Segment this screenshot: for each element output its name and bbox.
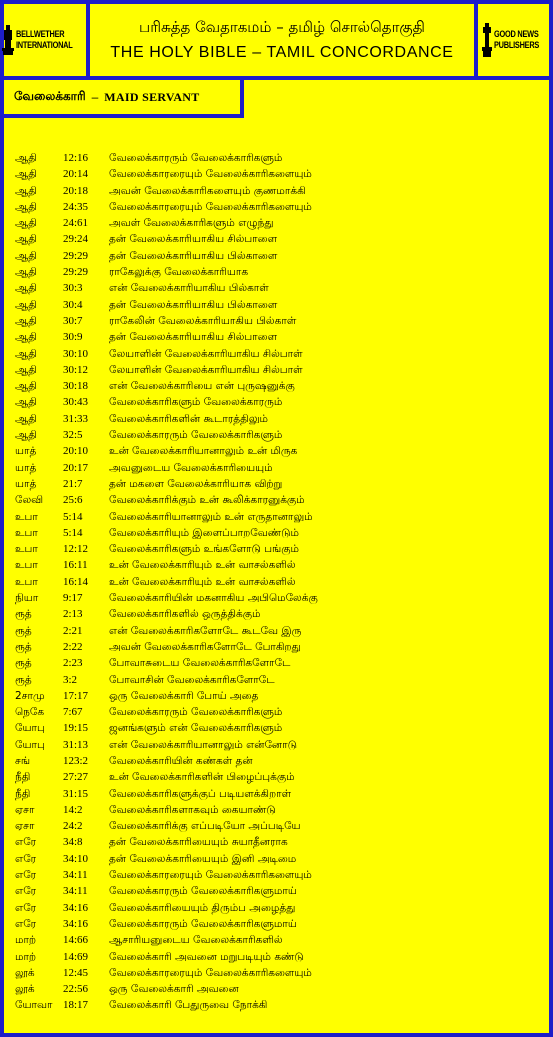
list-item [15, 378, 540, 394]
entry-reference: 14:2 [63, 803, 83, 816]
list-item [15, 704, 540, 720]
entry-text: அவனுடைய வேலைக்காரியையும் [109, 461, 273, 474]
entry-book: ஆதி [15, 200, 37, 213]
entry-text: வேலைக்காரரும் வேலைக்காரிகளும் [109, 152, 283, 164]
entry-reference: 14:66 [63, 934, 89, 947]
entry-reference: 34:16 [63, 917, 89, 930]
entry-reference: 24:35 [63, 200, 89, 213]
list-item [15, 541, 540, 557]
entry-text: ஜனங்களும் என் வேலைக்காரிகளும் [109, 722, 283, 735]
entry-text: வேலைக்காரரையும் வேலைக்காரிகளையும் [109, 168, 312, 181]
entry-reference: 24:2 [63, 820, 83, 833]
entry-reference: 31:15 [63, 787, 89, 800]
entry-reference: 2:22 [63, 640, 83, 653]
entry-reference: 2:13 [63, 608, 83, 621]
entry-reference: 30:18 [63, 380, 89, 393]
entry-text: வேலைக்காரிகளும் உங்களோடு பங்கும் [109, 543, 299, 556]
entry-reference: 30:3 [63, 282, 83, 295]
logo-line-2: PUBLISHERS [493, 40, 540, 50]
entry-text: வேலைக்காரிகளும் வேலைக்காரரும் [109, 396, 283, 409]
entry-book: ரூத் [15, 657, 32, 670]
entry-book: நீதி [15, 771, 31, 784]
entry-book: எரே [15, 885, 37, 898]
entry-reference: 12:16 [63, 152, 89, 164]
list-item [15, 949, 540, 965]
entry-book: ஆதி [15, 314, 37, 327]
entry-reference: 14:69 [63, 950, 89, 963]
entry-text: உன் வேலைக்காரிகளின் பிழைப்புக்கும் [109, 771, 295, 784]
entry-text: வேலைக்காரிக்கு எப்படியோ அப்படியே [109, 820, 301, 833]
list-item [15, 655, 540, 671]
entry-book: ரூத் [15, 673, 32, 686]
entry-reference: 34:16 [63, 901, 89, 914]
header [0, 0, 553, 80]
entry-text: அவன் வேலைக்காரிகளோடே போகிறது [109, 640, 301, 653]
list-item [15, 150, 540, 166]
entry-book: யாத் [15, 461, 37, 474]
entry-reference: 12:12 [63, 543, 89, 556]
entry-reference: 9:17 [63, 592, 83, 605]
entry-reference: 30:10 [63, 347, 89, 360]
entry-reference: 20:17 [63, 461, 89, 474]
entry-text: வேலைக்காரிகளுக்குப் படியளக்கிறாள் [109, 787, 292, 800]
entry-book: உபா [15, 526, 38, 539]
entry-reference: 16:14 [63, 575, 89, 588]
entry-book: ஆதி [15, 152, 37, 164]
list-item [15, 818, 540, 834]
list-item [15, 427, 540, 443]
entry-reference: 7:67 [63, 706, 83, 719]
entry-reference: 19:15 [63, 722, 89, 735]
entry-reference: 22:56 [63, 983, 89, 996]
entry-text: வேலைக்காரரையும் வேலைக்காரிகளையும் [109, 869, 312, 882]
headword-separator: – [91, 90, 99, 104]
entry-text: லேயாளின் வேலைக்காரியாகிய சில்பாள் [109, 347, 303, 360]
entry-book: ரூத் [15, 624, 32, 637]
entry-text: வேலைக்காரியானாலும் உன் எருதானாலும் [109, 510, 313, 523]
entry-reference: 16:11 [63, 559, 88, 572]
entry-book: ஆதி [15, 266, 37, 279]
entry-text: தன் வேலைக்காரியாகிய பில்காளை [109, 298, 278, 311]
entry-text: போவாசின் வேலைக்காரிகளோடே [109, 673, 275, 686]
entry-reference: 123:2 [63, 754, 89, 767]
list-item [15, 313, 540, 329]
entry-text: வேலைக்காரியையும் திரும்ப அழைத்து [109, 901, 296, 914]
list-item [15, 932, 540, 948]
list-item [15, 492, 540, 508]
list-item [15, 851, 540, 867]
entry-text: வேலைக்காரிகளின் கூடாரத்திலும் [109, 412, 268, 425]
bellwether-logo [0, 0, 90, 80]
entry-text: என் வேலைக்காரியாகிய பில்காள் [109, 282, 269, 295]
entry-reference: 24:61 [63, 217, 89, 230]
entry-book: ஆதி [15, 380, 37, 393]
entry-book: எரே [15, 917, 37, 930]
list-item [15, 769, 540, 785]
entry-book: லேவி [15, 494, 44, 507]
sheep-figure-icon [2, 25, 14, 55]
goodnews-logo [474, 0, 553, 80]
list-item [15, 264, 540, 280]
entry-text: வேலைக்காரரும் வேலைக்காரிகளும் [109, 706, 283, 719]
entry-text: என் வேலைக்காரிகளோடே கூடவே இரு [109, 624, 302, 637]
list-item [15, 509, 540, 525]
entry-book: சங் [15, 754, 31, 767]
list-item [15, 737, 540, 753]
list-item [15, 965, 540, 981]
entry-book: ஏசா [15, 820, 35, 833]
entry-reference: 12:45 [63, 966, 89, 979]
list-item [15, 867, 540, 883]
entry-text: வேலைக்காரரும் வேலைக்காரிகளும் [109, 429, 283, 442]
entry-text: ஆசாரியனுடைய வேலைக்காரிகளில் [109, 934, 283, 947]
entry-text: வேலைக்காரிகளில் ஒருத்திக்கும் [109, 608, 261, 621]
entry-book: யோவா [15, 999, 53, 1012]
concordance-list [15, 150, 540, 1014]
entry-text: தன் வேலைக்காரியாகிய சில்பாளை [109, 233, 278, 246]
entry-text: தன் வேலைக்காரியாகிய பில்காளை [109, 249, 278, 262]
list-item [15, 280, 540, 296]
list-item [15, 248, 540, 264]
entry-book: ஆதி [15, 396, 37, 409]
entry-book: ஆதி [15, 363, 37, 376]
entry-book: ஆதி [15, 249, 37, 262]
list-item [15, 786, 540, 802]
list-item [15, 394, 540, 410]
list-item [15, 997, 540, 1013]
entry-text: ஒரு வேலைக்காரி போய் அதை [109, 689, 259, 702]
list-item [15, 476, 540, 492]
list-item [15, 557, 540, 573]
list-item [15, 460, 540, 476]
logo-line-2: INTERNATIONAL [15, 40, 73, 50]
entry-reference: 30:7 [63, 314, 83, 327]
entry-book: யாத் [15, 477, 37, 490]
entry-book: யோபு [15, 738, 45, 751]
entry-book: ஆதி [15, 184, 37, 197]
headword-box [0, 80, 244, 118]
entry-reference: 31:33 [63, 412, 89, 425]
entry-book: மாற் [15, 934, 37, 947]
entry-reference: 34:10 [63, 852, 89, 865]
entry-book: எரே [15, 852, 37, 865]
entry-reference: 20:18 [63, 184, 89, 197]
entry-reference: 34:11 [63, 885, 88, 898]
entry-text: தன் வேலைக்காரியையும் இனி அடிமை [109, 852, 297, 865]
list-item [15, 688, 540, 704]
entry-text: உன் வேலைக்காரியானாலும் உன் மிருக [109, 445, 298, 458]
entry-book: நெகே [15, 706, 45, 719]
list-item [15, 834, 540, 850]
entry-book: 2சாமு [15, 689, 45, 702]
entry-reference: 17:17 [63, 689, 89, 702]
entry-book: யாத் [15, 445, 37, 458]
entry-book: உபா [15, 510, 38, 523]
entry-text: உன் வேலைக்காரியும் உன் வாசல்களில் [109, 575, 296, 588]
entry-book: எரே [15, 869, 37, 882]
entry-book: ஆதி [15, 331, 37, 344]
lamp-figure-icon [482, 23, 492, 57]
list-item [15, 753, 540, 769]
entry-text: வேலைக்காரரையும் வேலைக்காரிகளையும் [109, 200, 312, 213]
entry-reference: 20:14 [63, 168, 89, 181]
entry-book: ரூத் [15, 640, 32, 653]
entry-reference: 3:2 [63, 673, 78, 686]
headword-tamil: வேலைக்காரி [14, 89, 86, 103]
list-item [15, 166, 540, 182]
logo-line-1: GOOD NEWS [493, 29, 539, 39]
entry-reference: 34:8 [63, 836, 83, 849]
list-item [15, 574, 540, 590]
entry-text: வேலைக்காரியின் மகனாகிய அபிமெலேக்கு [109, 592, 318, 605]
entry-text: அவன் வேலைக்காரிகளையும் குணமாக்கி [109, 184, 306, 197]
list-item [15, 606, 540, 622]
entry-book: ஆதி [15, 429, 37, 442]
entry-reference: 20:10 [63, 445, 89, 458]
list-item [15, 802, 540, 818]
list-item [15, 916, 540, 932]
entry-book: லூக் [15, 966, 35, 979]
headword-english: MAID SERVANT [104, 89, 200, 104]
list-item [15, 199, 540, 215]
entry-text: அவள் வேலைக்காரிகளும் எழுந்து [109, 217, 274, 230]
entry-reference: 5:14 [63, 510, 83, 523]
entry-book: ஆதி [15, 168, 37, 181]
entry-reference: 29:29 [63, 266, 89, 279]
entry-reference: 29:29 [63, 249, 89, 262]
entry-book: ஆதி [15, 282, 37, 295]
entry-reference: 30:12 [63, 363, 89, 376]
entry-book: ஆதி [15, 412, 37, 425]
entry-reference: 34:11 [63, 869, 88, 882]
entry-text: வேலைக்காரிக்கும் உன் கூலிக்காரனுக்கும் [109, 494, 305, 507]
title-tamil: பரிசுத்த வேதாகமம் – தமிழ் சொல்தொகுதி [139, 18, 425, 36]
list-item [15, 443, 540, 459]
list-item [15, 883, 540, 899]
entry-book: உபா [15, 543, 38, 556]
entry-text: என் வேலைக்காரியானாலும் என்னோடு [109, 738, 297, 751]
title-english: THE HOLY BIBLE – TAMIL CONCORDANCE [110, 44, 454, 61]
list-item [15, 346, 540, 362]
list-item [15, 720, 540, 736]
entry-book: ஆதி [15, 233, 37, 246]
list-item [15, 231, 540, 247]
entry-reference: 21:7 [63, 477, 83, 490]
entry-book: மாற் [15, 950, 37, 963]
entry-text: வேலைக்காரரையும் வேலைக்காரிகளையும் [109, 966, 312, 979]
entry-book: எரே [15, 836, 37, 849]
title-block [90, 0, 474, 80]
entry-reference: 2:23 [63, 657, 83, 670]
logo-line-1: BELLWETHER [15, 29, 64, 39]
entry-text: ராகேலுக்கு வேலைக்காரியாக [109, 266, 249, 279]
entry-book: ரூத் [15, 608, 32, 621]
entry-text: வேலைக்காரிகளாகவும் கையாண்டு [109, 803, 276, 816]
entry-book: நீதி [15, 787, 31, 800]
entry-text: தன் மகளை வேலைக்காரியாக விற்று [109, 477, 283, 490]
entry-reference: 30:9 [63, 331, 83, 344]
entry-reference: 5:14 [63, 526, 83, 539]
entry-book: ஆதி [15, 298, 37, 311]
entry-reference: 31:13 [63, 738, 89, 751]
entry-text: வேலைக்காரரும் வேலைக்காரிகளுமாய் [109, 917, 297, 930]
entry-reference: 30:4 [63, 298, 83, 311]
list-item [15, 411, 540, 427]
entry-text: என் வேலைக்காரியை என் புருஷனுக்கு [109, 380, 295, 393]
list-item [15, 590, 540, 606]
entry-book: எரே [15, 901, 37, 914]
list-item [15, 215, 540, 231]
list-item [15, 981, 540, 997]
list-item [15, 639, 540, 655]
entry-book: உபா [15, 575, 38, 588]
entry-reference: 29:24 [63, 233, 89, 246]
entry-text: தன் வேலைக்காரியையும் சுயாதீனராக [109, 836, 288, 849]
entry-text: லேயாளின் வேலைக்காரியாகிய சில்பாள் [109, 363, 303, 376]
entry-text: தன் வேலைக்காரியாகிய சில்பாளை [109, 331, 278, 344]
entry-reference: 30:43 [63, 396, 89, 409]
entry-book: ஆதி [15, 217, 37, 230]
list-item [15, 525, 540, 541]
entry-reference: 32:5 [63, 429, 83, 442]
list-item [15, 900, 540, 916]
entry-text: ராகேலின் வேலைக்காரியாகிய பில்காள் [109, 314, 297, 327]
entry-book: யோபு [15, 722, 45, 735]
entry-text: வேலைக்காரி அவனை மறுபடியும் கண்டு [109, 950, 304, 963]
entry-text: போவாசுடைய வேலைக்காரிகளோடே [109, 657, 291, 670]
entry-book: லூக் [15, 983, 35, 996]
list-item [15, 297, 540, 313]
entry-text: வேலைக்காரி பேதுருவை நோக்கி [109, 999, 268, 1012]
list-item [15, 329, 540, 345]
list-item [15, 362, 540, 378]
entry-reference: 2:21 [63, 624, 83, 637]
entry-book: நியா [15, 592, 39, 605]
entry-reference: 25:6 [63, 494, 83, 507]
entry-text: ஒரு வேலைக்காரி அவனை [109, 983, 239, 996]
entry-reference: 18:17 [63, 999, 89, 1012]
entry-reference: 27:27 [63, 771, 89, 784]
entry-book: ஏசா [15, 803, 35, 816]
entry-text: வேலைக்காரியும் இளைப்பாறவேண்டும் [109, 526, 299, 539]
entry-text: உன் வேலைக்காரியும் உன் வாசல்களில் [109, 559, 296, 572]
entry-book: உபா [15, 559, 38, 572]
list-item [15, 183, 540, 199]
entry-book: ஆதி [15, 347, 37, 360]
entry-text: வேலைக்காரரும் வேலைக்காரிகளுமாய் [109, 885, 297, 898]
list-item [15, 672, 540, 688]
list-item [15, 623, 540, 639]
entry-text: வேலைக்காரியின் கண்கள் தன் [109, 754, 253, 767]
